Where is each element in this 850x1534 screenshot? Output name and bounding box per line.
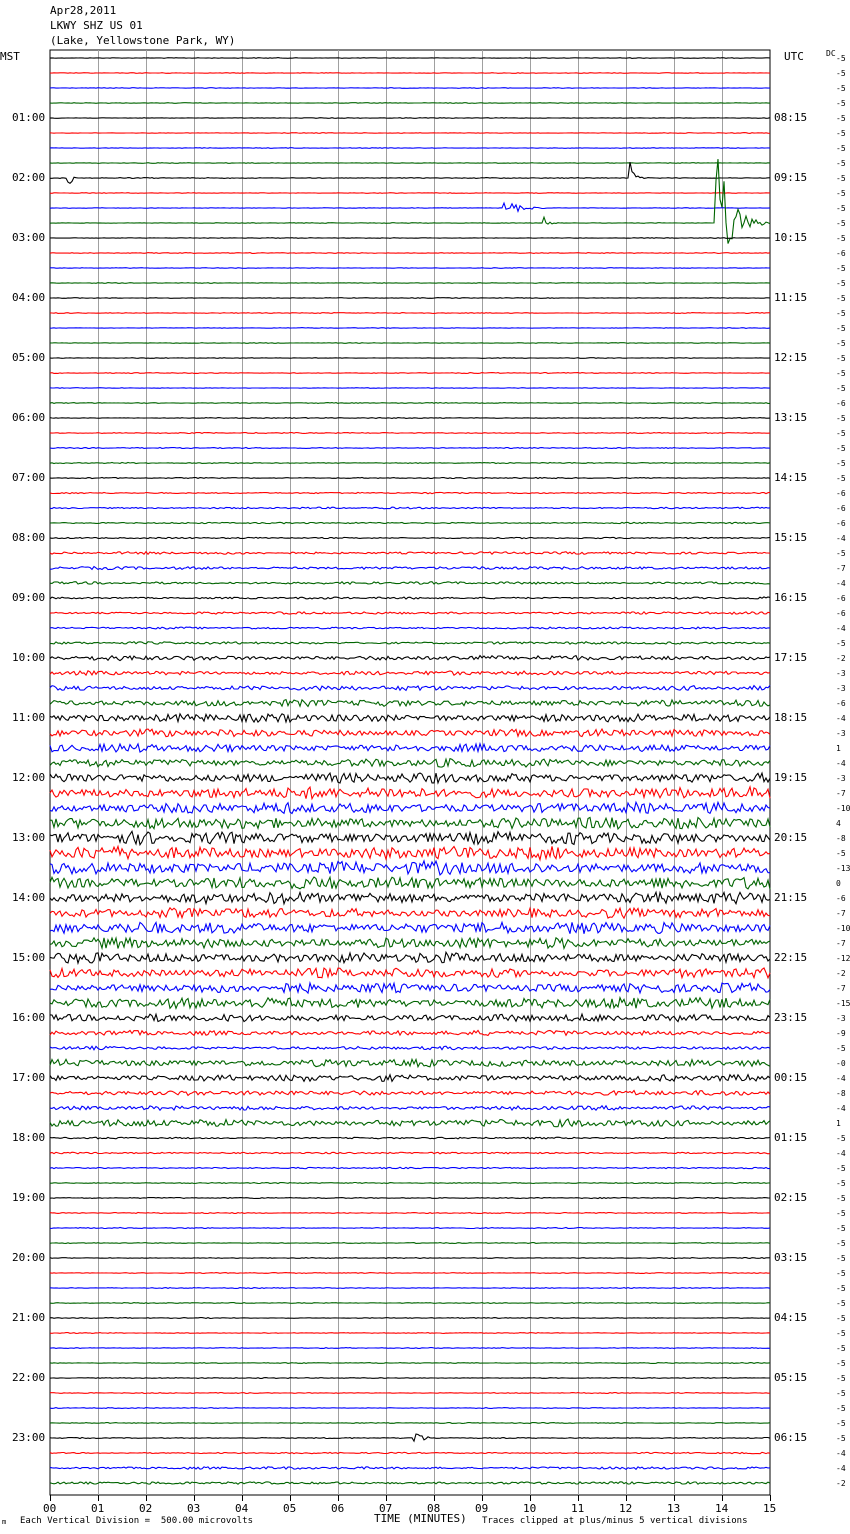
left-hour-label: 12:00 [12, 771, 46, 784]
dc-offset-label: -2 [836, 654, 846, 663]
trace-line [50, 773, 770, 783]
left-hour-label: 21:00 [12, 1311, 46, 1324]
trace-line [50, 298, 770, 299]
dc-offset-label: -5 [836, 474, 846, 483]
dc-offset-label: -5 [836, 1344, 846, 1353]
trace-line [50, 700, 770, 707]
trace-line [50, 1423, 770, 1424]
trace-line [50, 358, 770, 359]
trace-line [50, 448, 770, 449]
trace-line [50, 952, 770, 963]
trace-line [50, 759, 770, 768]
trace-line [50, 159, 770, 244]
x-tick-label: 09 [475, 1502, 489, 1515]
trace-line [50, 818, 770, 830]
trace-line [50, 1303, 770, 1304]
trace-line [50, 162, 770, 183]
trace-line [50, 328, 770, 329]
trace-line [50, 537, 770, 538]
trace-line [50, 627, 770, 629]
trace-line [50, 998, 770, 1009]
dc-offset-label: -5 [836, 639, 846, 648]
trace-line [50, 1152, 770, 1154]
right-axis-label: UTC [784, 50, 804, 63]
trace-line [50, 922, 770, 933]
trace-line [50, 313, 770, 314]
dc-offset-label: -5 [836, 369, 846, 378]
dc-offset-label: -6 [836, 609, 846, 618]
dc-offset-label: -5 [836, 1209, 846, 1218]
dc-offset-label: -5 [836, 279, 846, 288]
dc-offset-label: -5 [836, 444, 846, 453]
trace-line [50, 846, 770, 859]
right-hour-label: 05:15 [774, 1371, 808, 1384]
dc-offset-label: -5 [836, 1299, 846, 1308]
trace-line [50, 478, 770, 479]
corner-mark: m [2, 1518, 7, 1526]
dc-offset-label: -5 [836, 69, 846, 78]
left-hour-label: 08:00 [12, 531, 46, 544]
header-date: Apr28,2011 [50, 4, 117, 17]
trace-line [50, 1467, 770, 1470]
dc-offset-label: -5 [836, 1179, 846, 1188]
trace-line [50, 582, 770, 585]
x-tick-label: 01 [91, 1502, 105, 1515]
trace-line [50, 73, 770, 74]
dc-offset-label: -5 [836, 1374, 846, 1383]
trace-line [50, 492, 770, 493]
right-hour-label: 18:15 [774, 711, 808, 724]
dc-offset-label: -5 [836, 1389, 846, 1398]
trace-line [50, 1014, 770, 1022]
left-hour-label: 20:00 [12, 1251, 46, 1264]
trace-line [50, 1119, 770, 1127]
trace-line [50, 1030, 770, 1035]
dc-offset-label: -5 [836, 84, 846, 93]
trace-line [50, 1363, 770, 1364]
trace-line [50, 163, 770, 164]
dc-offset-label: -6 [836, 399, 846, 408]
trace-line [50, 193, 770, 194]
trace-line [50, 983, 770, 993]
dc-offset-label: -3 [836, 774, 846, 783]
header-location: (Lake, Yellowstone Park, WY) [50, 34, 236, 47]
trace-line [50, 1091, 770, 1096]
trace-line [50, 968, 770, 978]
dc-offset-label: -4 [836, 1104, 846, 1113]
x-tick-label: 11 [571, 1502, 585, 1515]
dc-offset-label: -6 [836, 699, 846, 708]
right-hour-label: 23:15 [774, 1011, 808, 1024]
left-hour-label: 05:00 [12, 351, 46, 364]
dc-offset-label: -5 [836, 99, 846, 108]
x-tick-label: 15 [763, 1502, 777, 1515]
dc-offset-label: -5 [836, 144, 846, 153]
dc-offset-label: -2 [836, 1479, 846, 1488]
dc-offset-label: -15 [836, 999, 850, 1008]
dc-offset-label: -3 [836, 684, 846, 693]
dc-offset-label: -5 [836, 324, 846, 333]
dc-offset-label: -5 [836, 354, 846, 363]
trace-line [50, 373, 770, 374]
trace-line [50, 1288, 770, 1289]
dc-offset-label: -4 [836, 759, 846, 768]
trace-line [50, 787, 770, 799]
left-axis-label: MST [0, 50, 20, 63]
dc-offset-label: -5 [836, 1329, 846, 1338]
trace-line [50, 642, 770, 644]
trace-line [50, 1167, 770, 1168]
dc-offset-label: -5 [836, 309, 846, 318]
trace-line [50, 1106, 770, 1110]
trace-line [50, 403, 770, 404]
left-hour-label: 02:00 [12, 171, 46, 184]
dc-offset-label: -6 [836, 504, 846, 513]
x-tick-label: 07 [379, 1502, 393, 1515]
trace-line [50, 685, 770, 690]
dc-offset-label: -5 [836, 1134, 846, 1143]
dc-offset-label: -8 [836, 1089, 846, 1098]
plot-frame [50, 50, 770, 1495]
left-hour-label: 16:00 [12, 1011, 46, 1024]
trace-line [50, 1378, 770, 1379]
trace-line [50, 388, 770, 389]
right-hour-label: 13:15 [774, 411, 808, 424]
trace-line [50, 1482, 770, 1484]
dc-offset-label: -5 [836, 234, 846, 243]
dc-offset-label: -3 [836, 669, 846, 678]
left-hour-label: 03:00 [12, 231, 46, 244]
left-hour-label: 23:00 [12, 1431, 46, 1444]
right-hour-label: 11:15 [774, 291, 808, 304]
trace-line [50, 1452, 770, 1453]
right-hour-label: 15:15 [774, 531, 808, 544]
trace-line [50, 103, 770, 104]
right-hour-label: 08:15 [774, 111, 808, 124]
dc-offset-label: -5 [836, 114, 846, 123]
x-tick-label: 12 [619, 1502, 633, 1515]
trace-line [50, 802, 770, 813]
trace-line [50, 552, 770, 555]
clip-note: Traces clipped at plus/minus 5 vertical divisions [482, 1516, 748, 1526]
trace-line [50, 1408, 770, 1409]
trace-line [50, 612, 770, 614]
dc-offset-label: -5 [836, 1404, 846, 1413]
dc-offset-label: -5 [836, 1239, 846, 1248]
header-station: LKWY SHZ US 01 [50, 19, 143, 32]
dc-offset-label: -5 [836, 1269, 846, 1278]
dc-offset-label: 4 [836, 819, 841, 828]
trace-line [50, 1198, 770, 1199]
dc-offset-label: -6 [836, 594, 846, 603]
trace-line [50, 597, 770, 599]
dc-offset-label: -4 [836, 624, 846, 633]
trace-line [50, 238, 770, 239]
dc-offset-label: -5 [836, 174, 846, 183]
x-tick-label: 14 [715, 1502, 729, 1515]
x-tick-label: 06 [331, 1502, 345, 1515]
dc-offset-label: -5 [836, 459, 846, 468]
dc-offset-label: -0 [836, 1059, 846, 1068]
left-hour-label: 18:00 [12, 1131, 46, 1144]
dc-offset-label: -3 [836, 729, 846, 738]
dc-offset-label: -6 [836, 894, 846, 903]
right-hour-label: 06:15 [774, 1431, 808, 1444]
right-hour-label: 16:15 [774, 591, 808, 604]
right-hour-label: 02:15 [774, 1191, 808, 1204]
dc-offset-label: -5 [836, 54, 846, 63]
dc-offset-label: -5 [836, 264, 846, 273]
dc-offset-label: -13 [836, 864, 850, 873]
trace-line [50, 507, 770, 509]
dc-offset-label: -5 [836, 1434, 846, 1443]
trace-line [50, 714, 770, 722]
dc-offset-label: -4 [836, 534, 846, 543]
dc-offset-label: -5 [836, 1419, 846, 1428]
dc-offset-label: -5 [836, 1164, 846, 1173]
dc-offset-label: -5 [836, 549, 846, 558]
right-hour-label: 20:15 [774, 831, 808, 844]
dc-offset-label: -5 [836, 1359, 846, 1368]
trace-line [50, 567, 770, 570]
trace-line [50, 1137, 770, 1139]
right-hour-label: 14:15 [774, 471, 808, 484]
x-axis-title: TIME (MINUTES) [374, 1512, 467, 1525]
left-hour-label: 15:00 [12, 951, 46, 964]
trace-line [50, 1183, 770, 1184]
trace-line [50, 463, 770, 464]
dc-offset-label: -5 [836, 294, 846, 303]
trace-line [50, 418, 770, 419]
left-hour-label: 04:00 [12, 291, 46, 304]
dc-offset-label: -12 [836, 954, 850, 963]
x-tick-label: 08 [427, 1502, 441, 1515]
trace-line [50, 133, 770, 134]
left-hour-label: 09:00 [12, 591, 46, 604]
trace-line [50, 1213, 770, 1214]
left-hour-label: 13:00 [12, 831, 46, 844]
dc-offset-label: -5 [836, 1284, 846, 1293]
dc-offset-label: -6 [836, 249, 846, 258]
dc-offset-label: -4 [836, 1464, 846, 1473]
dc-offset-label: -3 [836, 1014, 846, 1023]
trace-line [50, 671, 770, 675]
left-hour-label: 07:00 [12, 471, 46, 484]
trace-line [50, 1434, 770, 1441]
dc-offset-label: -2 [836, 969, 846, 978]
right-hour-label: 10:15 [774, 231, 808, 244]
dc-offset-label: -4 [836, 1449, 846, 1458]
dc-offset-label: -7 [836, 909, 846, 918]
trace-line [50, 744, 770, 752]
dc-offset-label: -5 [836, 219, 846, 228]
trace-line [50, 831, 770, 844]
dc-offset-label: -5 [836, 1194, 846, 1203]
dc-offset-label: -8 [836, 834, 846, 843]
dc-offset-label: -5 [836, 204, 846, 213]
trace-line [50, 1318, 770, 1319]
right-hour-label: 03:15 [774, 1251, 808, 1264]
dc-offset-label: -10 [836, 924, 850, 933]
trace-line [50, 522, 770, 523]
left-hour-label: 14:00 [12, 891, 46, 904]
trace-line [50, 892, 770, 904]
right-hour-label: 01:15 [774, 1131, 808, 1144]
dc-offset-label: -5 [836, 1314, 846, 1323]
dc-offset-label: -5 [836, 129, 846, 138]
dc-offset-label: 0 [836, 879, 841, 888]
trace-line [50, 656, 770, 661]
dc-offset-label: -7 [836, 789, 846, 798]
dc-offset-label: -4 [836, 1074, 846, 1083]
dc-offset-label: -6 [836, 519, 846, 528]
right-hour-label: 00:15 [774, 1071, 808, 1084]
left-hour-label: 19:00 [12, 1191, 46, 1204]
right-hour-label: 22:15 [774, 951, 808, 964]
trace-line [50, 118, 770, 119]
left-hour-label: 22:00 [12, 1371, 46, 1384]
left-hour-label: 10:00 [12, 651, 46, 664]
right-hour-label: 19:15 [774, 771, 808, 784]
scale-note: Each Vertical Division = 500.00 microvolts [20, 1516, 253, 1526]
right-hour-label: 17:15 [774, 651, 808, 664]
left-hour-label: 06:00 [12, 411, 46, 424]
trace-line [50, 283, 770, 284]
dc-offset-label: -5 [836, 1044, 846, 1053]
right-hour-label: 12:15 [774, 351, 808, 364]
x-tick-label: 05 [283, 1502, 297, 1515]
dc-offset-label: 1 [836, 744, 841, 753]
dc-offset-label: -5 [836, 339, 846, 348]
trace-line [50, 343, 770, 344]
dc-offset-label: -5 [836, 189, 846, 198]
dc-offset-label: -5 [836, 159, 846, 168]
trace-line [50, 861, 770, 875]
trace-line [50, 268, 770, 269]
dc-offset-label: -7 [836, 984, 846, 993]
dc-offset-label: -5 [836, 384, 846, 393]
dc-offset-label: -7 [836, 564, 846, 573]
x-tick-label: 03 [187, 1502, 201, 1515]
trace-line [50, 433, 770, 434]
trace-line [50, 1258, 770, 1259]
trace-line [50, 1333, 770, 1334]
dc-offset-label: -9 [836, 1029, 846, 1038]
trace-line [50, 253, 770, 254]
trace-line [50, 148, 770, 149]
x-tick-label: 04 [235, 1502, 249, 1515]
trace-line [50, 1059, 770, 1067]
dc-offset-label: -5 [836, 414, 846, 423]
x-tick-label: 00 [43, 1502, 57, 1515]
trace-line [50, 908, 770, 918]
left-hour-label: 01:00 [12, 111, 46, 124]
trace-line [50, 938, 770, 949]
dc-offset-label: -4 [836, 579, 846, 588]
dc-offset-label: -5 [836, 1254, 846, 1263]
trace-line [50, 877, 770, 889]
right-hour-label: 09:15 [774, 171, 808, 184]
dc-offset-label: -5 [836, 1224, 846, 1233]
left-hour-label: 17:00 [12, 1071, 46, 1084]
trace-line [50, 729, 770, 737]
x-tick-label: 10 [523, 1502, 537, 1515]
trace-line [50, 58, 770, 59]
dc-offset-label: -5 [836, 849, 846, 858]
trace-line [50, 1228, 770, 1229]
dc-offset-label: -4 [836, 714, 846, 723]
dc-label: DC [826, 49, 836, 58]
trace-line [50, 1075, 770, 1082]
right-hour-label: 21:15 [774, 891, 808, 904]
trace-line [50, 1046, 770, 1050]
dc-offset-label: -6 [836, 489, 846, 498]
dc-offset-label: -5 [836, 429, 846, 438]
right-hour-label: 04:15 [774, 1311, 808, 1324]
trace-line [50, 1273, 770, 1274]
dc-offset-label: 1 [836, 1119, 841, 1128]
trace-line [50, 1393, 770, 1394]
left-hour-label: 11:00 [12, 711, 46, 724]
dc-offset-label: -7 [836, 939, 846, 948]
x-tick-label: 02 [139, 1502, 153, 1515]
dc-offset-label: -4 [836, 1149, 846, 1158]
trace-line [50, 1348, 770, 1349]
trace-line [50, 1243, 770, 1244]
dc-offset-label: -10 [836, 804, 850, 813]
trace-line [50, 203, 770, 211]
trace-line [50, 88, 770, 89]
x-tick-label: 13 [667, 1502, 681, 1515]
